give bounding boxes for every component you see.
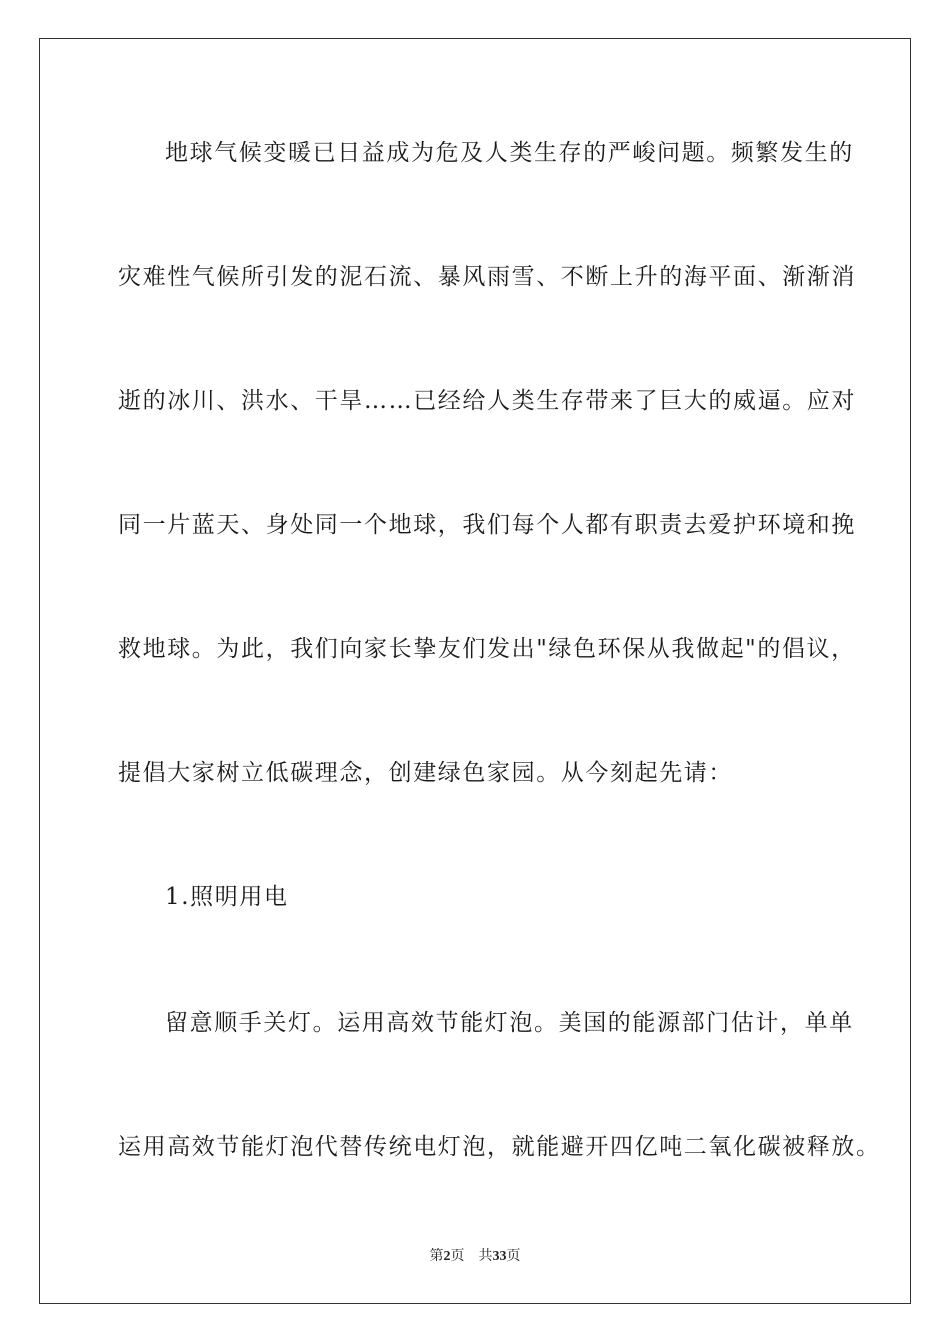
paragraph-1-line-4: 同一片蓝天、身处同一个地球，我们每个人都有职责去爱护环境和挽 — [118, 512, 856, 538]
paragraph-2-line-2: 运用高效节能灯泡代替传统电灯泡，就能避开四亿吨二氧化碳被释放。 — [118, 1134, 881, 1160]
paragraph-1-line-5: 救地球。为此，我们向家长挚友们发出"绿色环保从我做起"的倡议， — [118, 636, 856, 662]
footer-page-suffix: 页 — [450, 1248, 465, 1264]
page-footer — [0, 1246, 950, 1267]
paragraph-1-line-6: 提倡大家树立低碳理念，创建绿色家园。从今刻起先请： — [118, 760, 733, 786]
footer-page-prefix: 第 — [429, 1248, 444, 1264]
paragraph-1-line-1: 地球气候变暖已日益成为危及人类生存的严峻问题。频繁发生的 — [165, 140, 854, 166]
paragraph-1-line-3: 逝的冰川、洪水、干旱……已经给人类生存带来了巨大的威逼。应对 — [118, 388, 856, 414]
paragraph-2-line-1: 留意顺手关灯。运用高效节能灯泡。美国的能源部门估计，单单 — [165, 1010, 854, 1036]
footer-total-suffix: 页 — [506, 1248, 521, 1264]
footer-page-number: 2 — [443, 1249, 451, 1264]
page-border — [39, 38, 911, 1304]
footer-total-pages: 33 — [492, 1249, 507, 1264]
footer-total-prefix: 共 — [478, 1248, 493, 1264]
paragraph-1-line-2: 灾难性气候所引发的泥石流、暴风雨雪、不断上升的海平面、渐渐消 — [118, 264, 856, 290]
section-heading-lighting: 1.照明用电 — [165, 884, 289, 910]
